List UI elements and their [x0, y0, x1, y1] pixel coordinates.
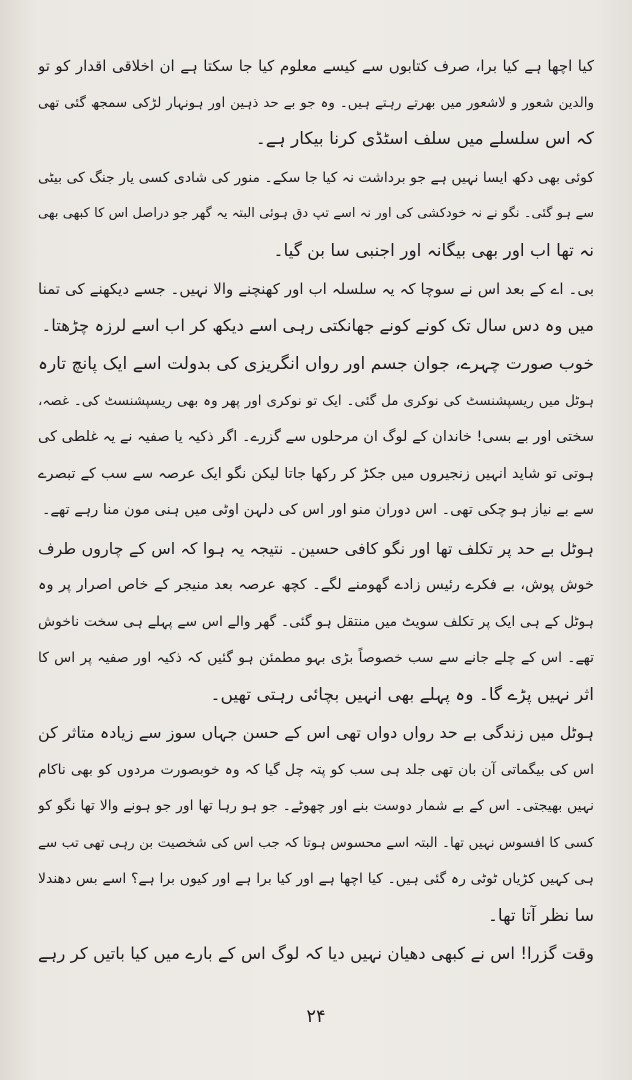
- text-line: سے بے نیاز ہو چکی تھی۔ اس دوران منو اور اس کی دلہن اوٹی میں ہنی مون منا رہے تھے۔: [41, 502, 594, 518]
- text-line: کیا اچھا ہے کیا برا، صرف کتابوں سے کیسے معلوم کیا جا سکتا ہے ان اخلاقی اقدار کو تو: [38, 57, 594, 75]
- text-line: سے ہو گئی۔ نگو نے نہ خودکشی کی اور نہ اسے تپ دق ہوئی البتہ یہ گھر جو دراصل اس کا کبھی بھی: [38, 206, 594, 221]
- text-line: ہوٹل میں زندگی بے حد رواں دواں تھی اس کے حسن جہاں سوز سے زیادہ متاثر کن: [38, 723, 594, 742]
- text-line: سختی اور بے بسی! خاندان کے لوگ ان مرحلوں سے گزرے۔ اگر ذکیہ یا صفیہ نے یہ غلطی کی: [38, 429, 594, 445]
- text-line: وقت گزرا! اس نے کبھی دھیان نہیں دیا کہ لوگ اس کے بارے میں کیا باتیں کر رہے: [38, 944, 594, 963]
- paragraph: [38, 271, 594, 344]
- text-line: کسی کا افسوس نہیں تھا۔ البتہ اسے محسوس ہوتا کہ جب اس کی شخصیت بن رہی تھی تب سے: [38, 834, 594, 851]
- page-number: ۲۴: [306, 1006, 326, 1027]
- text-line: کہ اس سلسلے میں سلف اسٹڈی کرنا بیکار ہے۔: [255, 129, 594, 149]
- text-line: خوب صورت چہرے، جوان جسم اور رواں انگریزی کی بدولت اسے ایک پانچ تارہ: [38, 354, 594, 374]
- text-line: خوش پوش، بے فکرے رئیس زادے گھومنے لگے۔ کچھ عرصہ بعد منیجر کے خاص اصرار پر وہ: [38, 577, 594, 593]
- text-line: اثر نہیں پڑے گا۔ وہ پہلے بھی انہیں بچائی رہتی تھیں۔: [210, 684, 594, 705]
- text-line: ہوٹل میں ریسپشنسٹ کی نوکری مل گئی۔ ایک تو نوکری اور پھر وہ بھی ریسپشنسٹ کی۔ غصہ،: [38, 392, 594, 409]
- text-line: سا نظر آتا تھا۔: [487, 905, 594, 926]
- text-line: ہوٹل کے ہی ایک پر تکلف سویٹ میں منتقل ہو گئی۔ گھر والے اس سے پہلے ہی سخت ناخوش: [38, 613, 594, 630]
- paragraph: [38, 936, 594, 973]
- text-line: نہیں بھیجتی۔ اس کے بے شمار دوست بنے اور چھوٹے۔ جو ہو رہا تھا اور جو ہونے والا تھا نگو کو: [38, 798, 594, 814]
- paragraph: [38, 715, 594, 934]
- text-line: ہوٹل بے حد پر تکلف تھا اور نگو کافی حسین۔ نتیجہ یہ ہوا کہ اس کے چاروں طرف: [38, 538, 594, 558]
- paragraph: [38, 48, 594, 158]
- page-text: [38, 48, 594, 975]
- text-line: کوئی بھی دکھ ایسا نہیں ہے جو برداشت نہ کیا جا سکے۔ منور کی شادی کسی یار جنگ کی بیٹی: [38, 169, 594, 186]
- text-line: بی۔ اے کے بعد اس نے سوچا کہ یہ سلسلہ اب اور کھنچنے والا نہیں۔ جسے دیکھنے کی تمنا: [38, 280, 594, 298]
- text-line: ہوتی تو شاید انہیں زنجیروں میں جکڑ کر رکھا جاتا لیکن نگو ایک عرصہ سے سب کے تبصرے: [38, 465, 594, 482]
- text-line: میں وہ دس سال تک کونے کونے جھانکتی رہی اسے دیکھ کر اب اسے لرزہ چڑھتا۔: [41, 315, 594, 335]
- text-line: اس کی بیگماتی آن بان تھی جلد ہی سب کو پتہ چل گیا کہ وہ خوبصورت مردوں کو بھی ناکام: [38, 761, 594, 778]
- paragraph: [38, 531, 594, 714]
- text-line: تھے۔ اس کے چلے جانے سے سب خصوصاً بڑی بہو مطمئن ہو گئیں کہ ذکیہ اور صفیہ پر اس کا: [38, 650, 594, 666]
- text-line: نہ تھا اب اور بھی بیگانہ اور اجنبی سا بن گیا۔: [273, 240, 594, 261]
- paragraph: [38, 346, 594, 529]
- paragraph: [38, 160, 594, 270]
- text-line: والدین شعور و لاشعور میں بھرتے رہتے ہیں۔ وہ جو بے حد ذہین اور ہونہار لڑکی سمجھ گئی تھی: [38, 94, 594, 111]
- text-line: ہی کہیں کڑیاں ٹوٹی رہ گئی ہیں۔ کیا اچھا ہے اور کیا برا ہے اور کیوں برا ہے؟ اسے بس دھندلا: [38, 871, 594, 887]
